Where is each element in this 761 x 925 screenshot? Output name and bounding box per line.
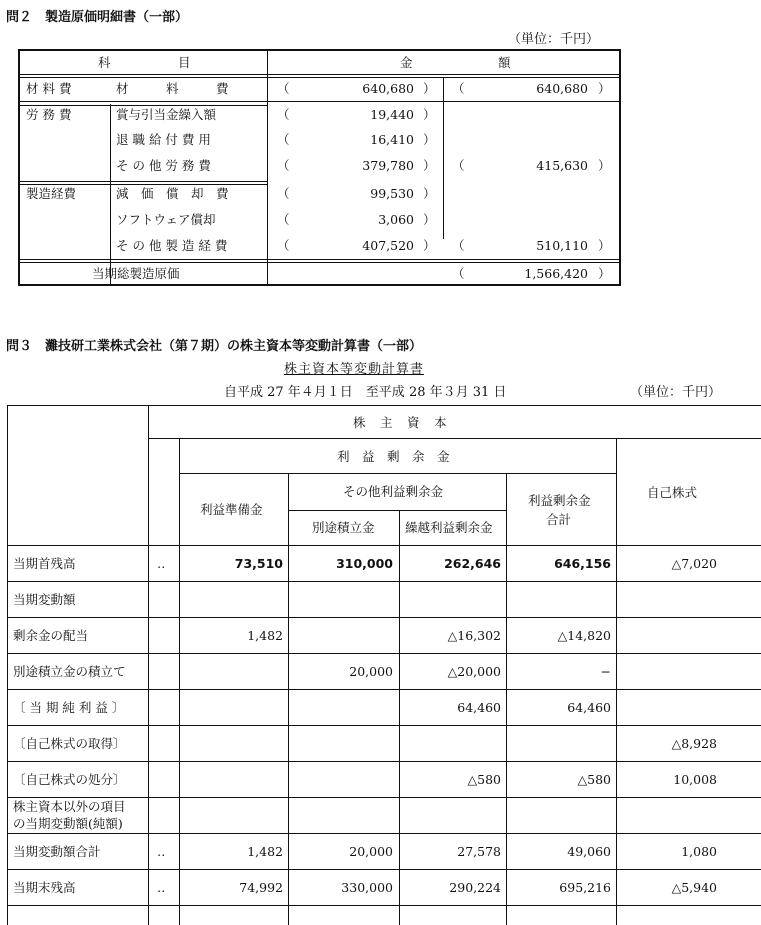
row-label: の当期変動額(純額) — [13, 816, 123, 831]
paren: （ — [277, 81, 290, 96]
paren: ） — [423, 186, 436, 202]
cell-special-reserve: 310,000 — [336, 556, 393, 571]
divider — [267, 51, 268, 284]
divider — [7, 545, 761, 546]
row-label: 〔自己株式の処分〕 — [13, 772, 126, 787]
divider — [7, 869, 761, 870]
row-dots: ‥ — [157, 844, 166, 859]
divider — [7, 405, 761, 406]
paren: （ — [452, 237, 465, 253]
paren: （ — [277, 157, 290, 173]
row-label: 当期変動額合計 — [13, 844, 101, 859]
row-label: 〔自己株式の取得〕 — [13, 736, 126, 751]
paren: ） — [598, 266, 611, 281]
row-subtotal: 510,110 — [536, 237, 588, 253]
paren: （ — [277, 212, 290, 227]
total-label: 当期総製造原価 — [92, 266, 180, 281]
row-category: 労 務 費 — [26, 106, 72, 122]
divider — [179, 438, 180, 925]
divider — [7, 581, 761, 582]
divider — [267, 77, 619, 78]
cell-retained-total: − — [600, 664, 611, 679]
cell-legal-reserve: 1,482 — [247, 628, 283, 643]
row-value: 640,680 — [362, 81, 414, 96]
divider — [20, 184, 267, 185]
header-retained-earnings: 利 益 剰 余 金 — [337, 449, 450, 464]
divider — [7, 905, 761, 906]
cell-treasury: 10,008 — [673, 772, 717, 787]
divider — [20, 259, 619, 260]
divider — [7, 725, 761, 726]
divider — [7, 617, 761, 618]
paren: （ — [277, 106, 290, 122]
cell-treasury: △7,020 — [671, 556, 717, 571]
row-value: 379,780 — [362, 157, 414, 173]
divider — [20, 262, 619, 263]
paren: ） — [598, 237, 611, 253]
row-value: 3,060 — [378, 212, 414, 227]
header-retained-total: 利益剰余金 — [528, 493, 591, 508]
divider — [20, 74, 619, 75]
paren: （ — [277, 237, 290, 253]
paren: ） — [423, 157, 436, 173]
paren: ） — [423, 132, 436, 148]
paren: （ — [452, 81, 465, 96]
paren: （ — [452, 157, 465, 173]
divider — [7, 797, 761, 798]
row-value: 99,530 — [370, 186, 414, 202]
divider — [616, 438, 617, 925]
cell-legal-reserve: 74,992 — [239, 880, 283, 895]
q2-title: 問２ 製造原価明細書（一部） — [6, 10, 189, 25]
paren: ） — [598, 157, 611, 173]
row-category: 材 料 費 — [26, 81, 72, 96]
header-retained-total: 合計 — [546, 512, 572, 527]
row-item: 賞与引当金繰入額 — [116, 106, 217, 122]
header-carried-forward: 繰越利益剰余金 — [405, 520, 493, 535]
q3-title: 問３ 灘技研工業株式会社（第７期）の株主資本等変動計算書（一部） — [6, 339, 423, 354]
row-label: 当期変動額 — [13, 592, 76, 607]
divider — [7, 761, 761, 762]
divider — [20, 77, 267, 78]
cell-carried-forward: 27,578 — [457, 844, 501, 859]
header-other-retained: その他利益剰余金 — [343, 484, 444, 499]
q3-period: 自平成 27 年４月１日 至平成 28 年３月 31 日 — [224, 385, 507, 400]
cell-retained-total: 64,460 — [567, 700, 611, 715]
cell-legal-reserve: 1,482 — [247, 844, 283, 859]
cell-treasury: △5,940 — [671, 880, 717, 895]
row-dots: ‥ — [157, 880, 166, 895]
row-label: 剰余金の配当 — [13, 628, 89, 643]
q3-unit: （単位：千円） — [630, 385, 722, 400]
header-subject: 目 — [178, 55, 191, 70]
divider — [399, 510, 400, 925]
cell-retained-total: 646,156 — [554, 556, 611, 571]
row-item: ソフトウェア償却 — [116, 212, 216, 227]
divider — [110, 104, 111, 284]
cell-carried-forward: △20,000 — [447, 664, 501, 679]
divider — [20, 101, 619, 102]
row-item: 減 価 償 却 費 — [116, 186, 229, 202]
row-subtotal: 415,630 — [536, 157, 588, 173]
paren: （ — [277, 186, 290, 202]
header-subject: 科 — [98, 55, 111, 70]
paren: ） — [598, 81, 611, 96]
divider — [506, 473, 507, 925]
divider — [148, 438, 761, 439]
cell-special-reserve: 20,000 — [349, 664, 393, 679]
divider — [288, 473, 289, 925]
divider — [7, 653, 761, 654]
cell-carried-forward: 64,460 — [457, 700, 501, 715]
equity-statement-table — [7, 405, 761, 925]
paren: ） — [423, 81, 436, 96]
paren: ） — [423, 212, 436, 227]
row-value: 19,440 — [370, 106, 414, 122]
row-dots: ‥ — [157, 556, 166, 571]
cell-treasury: 1,080 — [681, 844, 717, 859]
paren: （ — [452, 266, 465, 281]
cell-retained-total: 49,060 — [567, 844, 611, 859]
cell-carried-forward: △580 — [467, 772, 501, 787]
row-label: 別途積立金の積立て — [13, 664, 126, 679]
header-special-reserve: 別途積立金 — [312, 520, 375, 535]
divider — [179, 473, 616, 474]
q3-doc-title: 株主資本等変動計算書 — [284, 362, 425, 377]
q2-unit: （単位：千円） — [508, 32, 600, 47]
divider — [148, 405, 149, 925]
total-value: 1,566,420 — [524, 266, 588, 281]
paren: （ — [277, 132, 290, 148]
cell-carried-forward: 262,646 — [444, 556, 501, 571]
cell-retained-total: △580 — [577, 772, 611, 787]
row-label: 〔 当 期 純 利 益 〕 — [13, 700, 125, 715]
cell-carried-forward: 290,224 — [449, 880, 501, 895]
header-amount: 額 — [498, 55, 511, 70]
row-value: 16,410 — [370, 132, 414, 148]
cell-retained-total: 695,216 — [559, 880, 611, 895]
divider — [20, 181, 267, 182]
header-shareholders-equity: 株 主 資 本 — [353, 415, 448, 430]
cell-special-reserve: 330,000 — [341, 880, 393, 895]
divider — [7, 689, 761, 690]
paren: ） — [423, 237, 436, 253]
cell-treasury: △8,928 — [671, 736, 717, 751]
cell-legal-reserve: 73,510 — [234, 556, 283, 571]
cell-carried-forward: △16,302 — [447, 628, 501, 643]
row-item: 材 料 費 — [116, 81, 229, 96]
row-item: 退 職 給 付 費 用 — [116, 132, 211, 148]
header-amount: 金 — [400, 55, 413, 70]
manufacturing-cost-table — [18, 49, 621, 286]
divider — [7, 833, 761, 834]
row-label: 当期首残高 — [13, 556, 76, 571]
header-treasury: 自己株式 — [647, 485, 698, 500]
cell-retained-total: △14,820 — [557, 628, 611, 643]
row-subtotal: 640,680 — [536, 81, 588, 96]
paren: ） — [423, 106, 436, 122]
row-label: 株主資本以外の項目 — [13, 799, 126, 814]
cell-special-reserve: 20,000 — [349, 844, 393, 859]
row-label: 当期末残高 — [13, 880, 76, 895]
row-value: 407,520 — [362, 237, 414, 253]
divider — [288, 510, 506, 511]
divider — [7, 405, 8, 925]
row-item: そ の 他 労 務 費 — [116, 157, 211, 173]
row-item: そ の 他 製 造 経 費 — [116, 237, 228, 253]
row-category: 製造経費 — [26, 186, 77, 202]
header-legal-reserve: 利益準備金 — [200, 502, 263, 517]
